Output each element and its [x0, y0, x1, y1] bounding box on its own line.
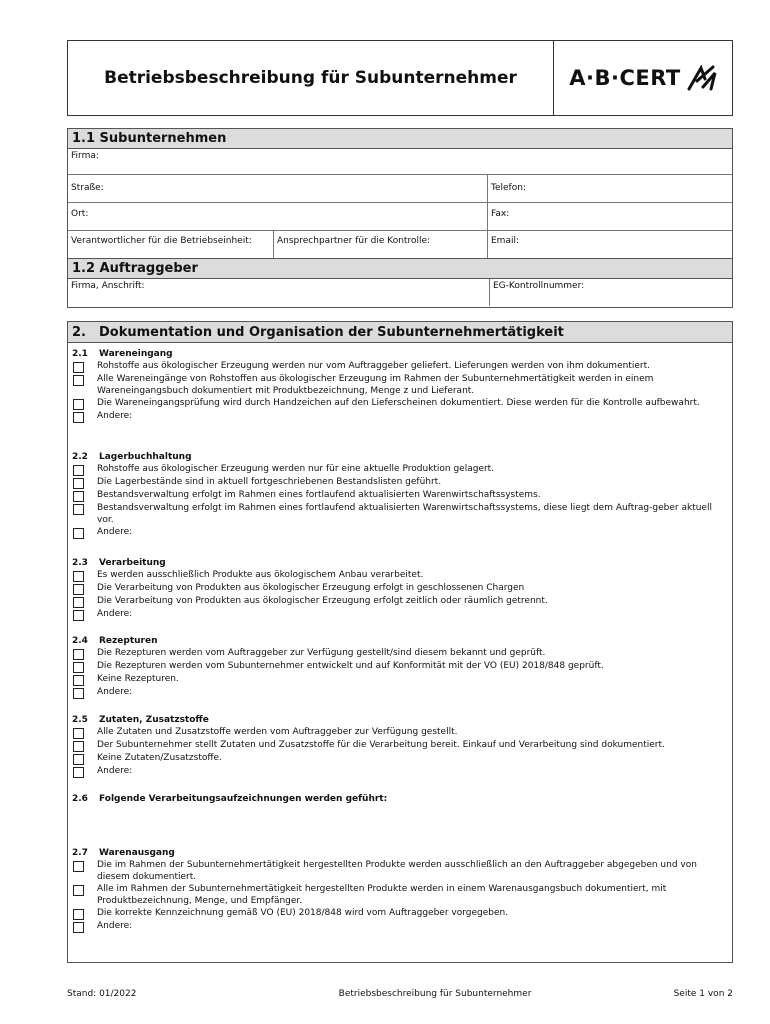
checkbox-option: [72, 753, 724, 765]
checkbox[interactable]: [73, 412, 84, 423]
subsection-title: [72, 349, 724, 360]
checkbox-option: [72, 361, 724, 373]
checkbox[interactable]: [73, 491, 84, 502]
email-field[interactable]: Email:: [491, 236, 520, 246]
subsection-label: Zutaten, Zusatzstoffe: [99, 715, 209, 725]
checkbox[interactable]: [73, 688, 84, 699]
checkbox-label: Die Rezepturen werden vom Auftraggeber zur Verfügung gestellt/sind diesem bekannt und geprüft.: [97, 648, 546, 658]
checkbox-label: Die korrekte Kennzeichnung gemäß VO (EU) 2018/848 wird vom Auftraggeber vorgegeben.: [97, 908, 509, 918]
checkbox[interactable]: [73, 584, 84, 595]
subsection-label: Folgende Verarbeitungsaufzeichnungen werden geführt:: [99, 794, 388, 804]
checkbox-label: Bestandsverwaltung erfolgt im Rahmen eines fortlaufend aktualisierten Warenwirtschaftssystems, diese liegt dem Auftrag-geber aktuell vor.: [97, 503, 712, 525]
checkbox-option: [72, 740, 724, 752]
checkbox[interactable]: [73, 861, 84, 872]
checkbox-label: Andere:: [97, 766, 133, 776]
checkbox-label: Die Wareneingangsprüfung wird durch Handzeichen auf den Lieferscheinen dokumentiert. Diese werden für die Kontrolle aufbewahrt.: [97, 398, 700, 408]
checkbox-label: Alle Wareneingänge von Rohstoffen aus ökologischer Erzeugung im Rahmen der Subunternehmertätigkeit werden in einem Wareneingangsbuch dokumentiert mit Produktbezeichnung, Menge z und Lieferant.: [97, 374, 654, 396]
checkbox-option: [72, 374, 724, 397]
section-dokumentation: [67, 321, 733, 963]
section-heading: [68, 322, 732, 343]
checkbox-option: [72, 411, 724, 423]
checkbox-option: [72, 908, 724, 920]
checkbox-option: [72, 477, 724, 489]
subsection-2-6: [72, 794, 724, 805]
subsection-number: 2.6: [72, 794, 88, 804]
checkbox-label: Bestandsverwaltung erfolgt im Rahmen eines fortlaufend aktualisierten Warenwirtschaftssystems.: [97, 490, 541, 500]
checkbox[interactable]: [73, 922, 84, 933]
subsection-label: Wareneingang: [99, 349, 173, 359]
checkbox-label: Die Verarbeitung von Produkten aus ökologischer Erzeugung erfolgt zeitlich oder räumlich getrennt.: [97, 596, 548, 606]
section-title: Dokumentation und Organisation der Subunternehmertätigkeit: [99, 325, 564, 340]
checkbox[interactable]: [73, 741, 84, 752]
strasse-field[interactable]: Straße:: [68, 175, 488, 202]
checkbox[interactable]: [73, 662, 84, 673]
checkbox-option: [72, 921, 724, 933]
section-heading: 1.1 Subunternehmen: [68, 129, 732, 149]
checkbox[interactable]: [73, 767, 84, 778]
checkbox[interactable]: [73, 885, 84, 896]
checkbox-label: Rohstoffe aus ökologischer Erzeugung werden nur für eine aktuelle Produktion gelagert.: [97, 464, 495, 474]
footer-stand: Stand: 01/2022: [67, 989, 137, 999]
footer-page: Seite 1 von 2: [673, 989, 733, 999]
subsection-2-4: [72, 636, 724, 699]
fax-field[interactable]: Fax:: [491, 209, 510, 219]
checkbox-label: Es werden ausschließlich Produkte aus ökologischem Anbau verarbeitet.: [97, 570, 424, 580]
checkbox[interactable]: [73, 465, 84, 476]
checkbox[interactable]: [73, 754, 84, 765]
section-subunternehmen: [67, 128, 733, 259]
checkbox[interactable]: [73, 597, 84, 608]
subsection-title: [72, 452, 724, 463]
checkbox-label: Rohstoffe aus ökologischer Erzeugung werden nur vom Auftraggeber geliefert. Lieferungen werden von ihm dokumentiert.: [97, 361, 650, 371]
checkbox[interactable]: [73, 478, 84, 489]
checkbox-label: Keine Rezepturen.: [97, 674, 179, 684]
checkbox-label: Andere:: [97, 411, 133, 421]
checkbox-label: Die Rezepturen werden vom Subunternehmer entwickelt und auf Konformität mit der VO (EU) 2018/848 geprüft.: [97, 661, 604, 671]
checkbox-option: [72, 609, 724, 621]
checkbox-option: [72, 398, 724, 410]
checkbox[interactable]: [73, 528, 84, 539]
checkbox-option: [72, 860, 724, 883]
firma-field[interactable]: Firma:: [71, 151, 99, 161]
checkbox-label: Der Subunternehmer stellt Zutaten und Zusatzstoffe für die Verarbeitung bereit. Einkauf und Verarbeitung sind dokumentiert.: [97, 740, 665, 750]
subsection-title: [72, 848, 724, 859]
checkbox-option: [72, 884, 724, 907]
subsection-number: 2.5: [72, 715, 88, 725]
checkbox[interactable]: [73, 909, 84, 920]
checkbox-label: Die im Rahmen der Subunternehmertätigkeit hergestellten Produkte werden ausschließlich an den Auftraggeber abgegeben und von diesem dokumentiert.: [97, 860, 697, 882]
checkbox-label: Die Lagerbestände sind in aktuell fortgeschriebenen Bestandslisten geführt.: [97, 477, 442, 487]
checkbox-option: [72, 766, 724, 778]
section-number: 2.: [72, 325, 86, 340]
section-auftraggeber: [67, 259, 733, 308]
checkbox[interactable]: [73, 504, 84, 515]
subsection-number: 2.1: [72, 349, 88, 359]
checkbox[interactable]: [73, 399, 84, 410]
checkbox-label: Alle im Rahmen der Subunternehmertätigkeit hergestellten Produkte werden in einem Warenausgangsbuch dokumentiert, mit Produktbezeichnung, Menge, und Empfänger.: [97, 884, 667, 906]
checkbox[interactable]: [73, 571, 84, 582]
subsection-number: 2.2: [72, 452, 88, 462]
checkbox[interactable]: [73, 362, 84, 373]
section-heading: 1.2 Auftraggeber: [68, 259, 732, 279]
subsection-2-2: [72, 452, 724, 539]
checkbox[interactable]: [73, 649, 84, 660]
eg-kontrollnummer-field[interactable]: EG-Kontrollnummer:: [493, 281, 585, 291]
subsection-2-1: [72, 349, 724, 423]
checkbox-label: Keine Zutaten/Zusatzstoffe.: [97, 753, 222, 763]
checkbox-label: Andere:: [97, 687, 133, 697]
checkbox[interactable]: [73, 728, 84, 739]
checkbox-option: [72, 687, 724, 699]
checkbox-option: [72, 527, 724, 539]
footer-title: Betriebsbeschreibung für Subunternehmer: [338, 989, 532, 999]
checkbox-label: Andere:: [97, 921, 133, 931]
subsection-title: [72, 558, 724, 569]
checkbox-option: [72, 596, 724, 608]
checkbox-option: [72, 490, 724, 502]
subsection-2-5: [72, 715, 724, 778]
document-header: [67, 40, 733, 116]
checkbox[interactable]: [73, 675, 84, 686]
auftraggeber-firma-field[interactable]: Firma, Anschrift:: [68, 279, 490, 306]
subsection-number: 2.3: [72, 558, 88, 568]
logo-mark-icon: [687, 65, 717, 91]
subsection-2-3: [72, 558, 724, 621]
verantwortlicher-field[interactable]: Verantwortlicher für die Betriebseinheit:: [68, 231, 274, 258]
checkbox-label: Andere:: [97, 527, 133, 537]
page-footer: [67, 989, 733, 999]
checkbox[interactable]: [73, 375, 84, 386]
checkbox-option: [72, 674, 724, 686]
ansprechpartner-field[interactable]: Ansprechpartner für die Kontrolle:: [274, 231, 488, 258]
telefon-field[interactable]: Telefon:: [491, 183, 526, 193]
subsection-label: Verarbeitung: [99, 558, 166, 568]
ort-field[interactable]: Ort:: [68, 203, 488, 230]
checkbox-label: Andere:: [97, 609, 133, 619]
checkbox-label: Alle Zutaten und Zusatzstoffe werden vom Auftraggeber zur Verfügung gestellt.: [97, 727, 458, 737]
subsection-title: [72, 636, 724, 647]
logo-text: A·B·CERT: [569, 66, 681, 90]
checkbox[interactable]: [73, 610, 84, 621]
checkbox-option: [72, 727, 724, 739]
subsection-number: 2.7: [72, 848, 88, 858]
checkbox-option: [72, 661, 724, 673]
checkbox-option: [72, 648, 724, 660]
subsection-label: Rezepturen: [99, 636, 158, 646]
subsection-label: Warenausgang: [99, 848, 175, 858]
checkbox-label: Die Verarbeitung von Produkten aus ökologischer Erzeugung erfolgt in geschlossenen Chargen: [97, 583, 525, 593]
subsection-title: [72, 715, 724, 726]
checkbox-option: [72, 503, 724, 526]
checkbox-option: [72, 464, 724, 476]
abcert-logo: [554, 41, 732, 115]
subsection-title: [72, 794, 724, 805]
subsection-label: Lagerbuchhaltung: [99, 452, 192, 462]
checkbox-option: [72, 583, 724, 595]
document-title: Betriebsbeschreibung für Subunternehmer: [68, 41, 554, 115]
subsection-number: 2.4: [72, 636, 88, 646]
checkbox-option: [72, 570, 724, 582]
subsection-2-7: [72, 848, 724, 933]
